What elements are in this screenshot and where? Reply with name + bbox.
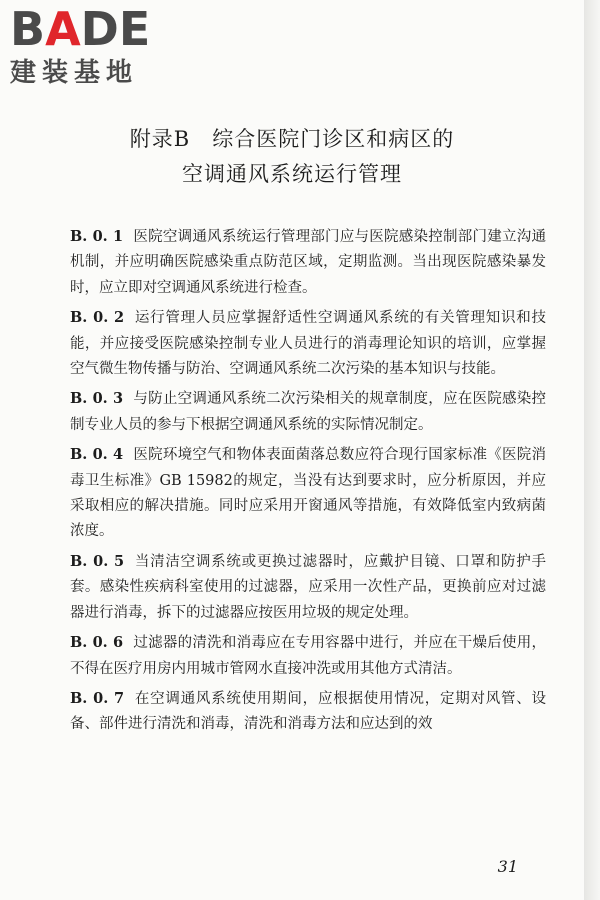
clause-b07 [70,686,546,738]
logo-letter-a: A [45,2,81,56]
clause-number: B. 0. 2 [70,309,125,327]
logo-subtitle: 建装基地 [10,58,139,88]
clause-text: 医院空调通风系统运行管理部门应与医院感染控制部门建立沟通机制，并应明确医院感染重点防范区域，定期监测。当出现医院感染暴发时，应立即对空调通风系统进行检查。 [70,229,546,296]
appendix-title-line2: 空调通风系统运行管理 [182,162,402,186]
logo-letter-e: E [118,2,151,56]
logo-letter-b: B [10,2,46,56]
clause-text: 当清洁空调系统或更换过滤器时，应戴护目镜、口罩和防护手套。感染性疾病科室使用的过滤器，应采用一次性产品，更换前应对过滤器进行消毒，拆下的过滤器应按医用垃圾的规定处理。 [70,553,546,621]
clause-number: B. 0. 1 [70,228,124,245]
clause-b03 [70,386,546,438]
page-number: 31 [497,857,518,876]
clause-number: B. 0. 4 [70,446,124,464]
clause-text: 与防止空调通风系统二次污染相关的规章制度，应在医院感染控制专业人员的参与下根据空调通风系统的实际情况制定。 [70,391,546,433]
clause-text: 运行管理人员应掌握舒适性空调通风系统的有关管理知识和技能，并应接受医院感染控制专业人员进行的消毒理论知识的培训，应掌握空气微生物传播与防治、空调通风系统二次污染的基本知识与技能。 [70,310,546,378]
clause-b06 [70,630,546,682]
page-edge-shadow [584,0,600,900]
clause-b01 [70,224,546,301]
document-body [70,224,546,742]
clause-text: 过滤器的清洗和消毒应在专用容器中进行，并应在干燥后使用，不得在医疗用房内用城市管网水直接冲洗或用其他方式清洁。 [70,635,546,677]
logo-wordmark [10,4,150,54]
clause-number: B. 0. 5 [70,552,125,570]
clause-number: B. 0. 7 [70,689,125,707]
clause-b05 [70,549,546,626]
bade-logo [10,4,150,90]
clause-number: B. 0. 6 [70,634,124,652]
clause-text: 医院环境空气和物体表面菌落总数应符合现行国家标准《医院消毒卫生标准》GB 15982的规定，当没有达到要求时，应分析原因，并应采取相应的解决措施。同时应采用开窗通风等措施，有效降低室内致病菌浓度。 [70,447,546,540]
logo-letter-d: D [80,2,119,56]
clause-number: B. 0. 3 [70,390,124,408]
clause-text: 在空调通风系统使用期间，应根据使用情况，定期对风管、设备、部件进行清洗和消毒，清洗和消毒方法和应达到的效 [70,690,546,733]
appendix-title-line1: 附录B 综合医院门诊区和病区的 [129,127,455,151]
clause-b04 [70,442,546,545]
clause-b02 [70,305,546,382]
